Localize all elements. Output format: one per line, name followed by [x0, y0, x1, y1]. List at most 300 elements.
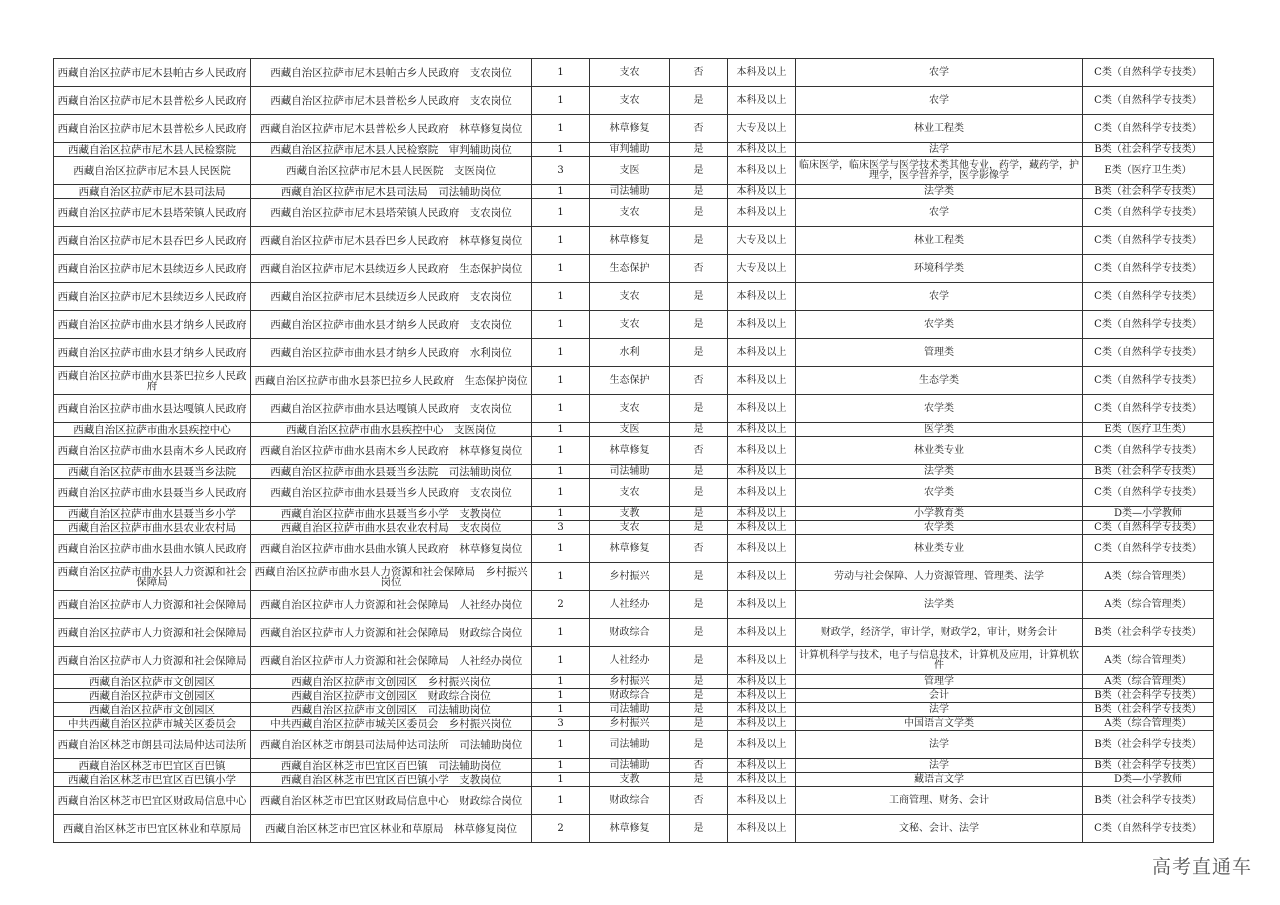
- position-name-text: 西藏自治区林芝市巴宜区百巴镇小学 支教岗位: [280, 773, 502, 786]
- position-type-cell: [590, 311, 670, 339]
- education-cell: [728, 437, 796, 465]
- category-text: A类（综合管理类）: [1104, 570, 1192, 582]
- unit-name-text: 西藏自治区拉萨市尼木县人民医院: [73, 164, 231, 177]
- restriction-cell: [670, 395, 728, 423]
- position-type-cell: [590, 563, 670, 591]
- education-cell: [728, 87, 796, 115]
- table-row: [54, 787, 1214, 815]
- position-name-text: 西藏自治区拉萨市尼木县人民检察院 审判辅助岗位: [270, 143, 512, 156]
- position-name-cell: [251, 507, 532, 521]
- restriction-text: 是: [693, 507, 704, 519]
- position-name-cell: [251, 563, 532, 591]
- major-cell: [796, 59, 1083, 87]
- position-name-text: 西藏自治区拉萨市尼木县人民医院 支医岗位: [286, 164, 496, 177]
- headcount-cell: [532, 479, 590, 507]
- major-text: 小学教育类: [914, 507, 964, 519]
- position-type-cell: [590, 521, 670, 535]
- unit-name-cell: [54, 717, 251, 731]
- position-name-cell: [251, 59, 532, 87]
- major-text: 法学类: [924, 185, 954, 197]
- recruitment-table: [53, 58, 1214, 843]
- major-cell: [796, 535, 1083, 563]
- major-cell: [796, 647, 1083, 675]
- headcount-cell: [532, 773, 590, 787]
- education-text: 本科及以上: [736, 542, 787, 554]
- table-row: [54, 143, 1214, 157]
- unit-name-cell: [54, 619, 251, 647]
- position-type-text: 支农: [619, 402, 640, 414]
- position-name-cell: [251, 367, 532, 395]
- major-cell: [796, 437, 1083, 465]
- major-text: 劳动与社会保障、人力资源管理、管理类、法学: [834, 570, 1044, 582]
- position-type-cell: [590, 465, 670, 479]
- headcount-cell: [532, 535, 590, 563]
- major-text: 计算机科学与技术，电子与信息技术，计算机及应用，计算机软件: [799, 649, 1079, 671]
- position-name-text: 西藏自治区林芝市朗县司法局仲达司法所 司法辅助岗位: [259, 738, 523, 751]
- restriction-cell: [670, 115, 728, 143]
- table-row: [54, 815, 1214, 843]
- headcount-cell: [532, 423, 590, 437]
- headcount-text: 1: [557, 486, 564, 498]
- unit-name-cell: [54, 423, 251, 437]
- category-cell: [1083, 185, 1214, 199]
- position-type-text: 乡村振兴: [609, 570, 650, 582]
- education-cell: [728, 731, 796, 759]
- position-type-cell: [590, 619, 670, 647]
- category-text: C类（自然科学专技类）: [1094, 444, 1202, 456]
- position-type-text: 人社经办: [609, 598, 650, 610]
- education-text: 本科及以上: [736, 794, 787, 806]
- education-cell: [728, 759, 796, 773]
- position-type-cell: [590, 255, 670, 283]
- position-type-text: 财政综合: [609, 794, 650, 806]
- position-type-text: 生态保护: [609, 262, 650, 274]
- major-cell: [796, 423, 1083, 437]
- major-text: 环境科学类: [914, 262, 964, 274]
- headcount-cell: [532, 115, 590, 143]
- table-row: [54, 591, 1214, 619]
- restriction-text: 是: [693, 402, 704, 414]
- table-row: [54, 87, 1214, 115]
- restriction-text: 是: [693, 598, 704, 610]
- unit-name-text: 西藏自治区林芝市朗县司法局仲达司法所: [57, 738, 247, 751]
- headcount-cell: [532, 59, 590, 87]
- education-text: 本科及以上: [736, 66, 787, 78]
- education-cell: [728, 535, 796, 563]
- unit-name-text: 西藏自治区拉萨市尼木县人民检察院: [68, 143, 236, 156]
- education-cell: [728, 479, 796, 507]
- major-text: 林业工程类: [914, 234, 964, 246]
- headcount-text: 1: [557, 290, 564, 302]
- position-type-cell: [590, 437, 670, 465]
- restriction-cell: [670, 563, 728, 591]
- major-text: 法学: [929, 759, 949, 771]
- position-type-text: 支农: [619, 521, 640, 533]
- restriction-cell: [670, 717, 728, 731]
- education-text: 本科及以上: [736, 570, 787, 582]
- position-name-text: 西藏自治区拉萨市曲水县曲水镇人民政府 林草修复岗位: [259, 542, 523, 555]
- category-text: B类（社会科学专技类）: [1094, 143, 1202, 155]
- unit-name-text: 西藏自治区拉萨市曲水县才纳乡人民政府: [57, 346, 247, 359]
- headcount-cell: [532, 311, 590, 339]
- position-type-text: 支农: [619, 66, 640, 78]
- headcount-cell: [532, 367, 590, 395]
- position-type-text: 支教: [619, 507, 640, 519]
- position-type-text: 水利: [619, 346, 640, 358]
- education-text: 本科及以上: [736, 423, 787, 435]
- education-cell: [728, 773, 796, 787]
- education-cell: [728, 59, 796, 87]
- position-name-cell: [251, 479, 532, 507]
- education-text: 本科及以上: [736, 598, 787, 610]
- position-type-text: 司法辅助: [609, 703, 650, 715]
- table-row: [54, 619, 1214, 647]
- major-text: 管理类: [924, 346, 954, 358]
- restriction-text: 是: [693, 423, 704, 435]
- restriction-text: 是: [693, 290, 704, 302]
- major-text: 财政学，经济学，审计学，财政学2，审计，财务会计: [820, 626, 1058, 638]
- unit-name-cell: [54, 311, 251, 339]
- headcount-cell: [532, 675, 590, 689]
- education-text: 大专及以上: [736, 122, 787, 134]
- table-row: [54, 311, 1214, 339]
- education-text: 本科及以上: [736, 402, 787, 414]
- unit-name-cell: [54, 227, 251, 255]
- category-text: C类（自然科学专技类）: [1094, 94, 1202, 106]
- education-cell: [728, 255, 796, 283]
- restriction-text: 是: [693, 717, 704, 729]
- major-text: 农学: [929, 66, 949, 78]
- major-text: 林业类专业: [914, 542, 964, 554]
- restriction-cell: [670, 199, 728, 227]
- restriction-cell: [670, 367, 728, 395]
- position-name-text: 西藏自治区拉萨市曲水县疾控中心 支医岗位: [286, 423, 496, 436]
- category-cell: [1083, 521, 1214, 535]
- unit-name-cell: [54, 143, 251, 157]
- headcount-text: 1: [557, 444, 564, 456]
- position-name-cell: [251, 395, 532, 423]
- restriction-text: 是: [693, 234, 704, 246]
- unit-name-text: 西藏自治区拉萨市尼木县普松乡人民政府: [57, 122, 247, 135]
- position-name-text: 西藏自治区拉萨市尼木县普松乡人民政府 林草修复岗位: [259, 122, 523, 135]
- position-name-cell: [251, 311, 532, 339]
- position-type-cell: [590, 647, 670, 675]
- category-text: B类（社会科学专技类）: [1094, 689, 1202, 701]
- restriction-cell: [670, 689, 728, 703]
- category-cell: [1083, 367, 1214, 395]
- restriction-text: 是: [693, 346, 704, 358]
- headcount-cell: [532, 703, 590, 717]
- category-cell: [1083, 227, 1214, 255]
- position-name-text: 西藏自治区拉萨市尼木县司法局 司法辅助岗位: [280, 185, 502, 198]
- table-row: [54, 773, 1214, 787]
- unit-name-cell: [54, 255, 251, 283]
- major-text: 法学: [929, 703, 949, 715]
- major-cell: [796, 619, 1083, 647]
- education-text: 本科及以上: [736, 759, 787, 771]
- position-type-text: 支教: [619, 773, 640, 785]
- education-cell: [728, 423, 796, 437]
- category-text: C类（自然科学专技类）: [1094, 206, 1202, 218]
- restriction-cell: [670, 535, 728, 563]
- headcount-cell: [532, 283, 590, 311]
- headcount-cell: [532, 87, 590, 115]
- unit-name-text: 西藏自治区拉萨市文创园区: [89, 689, 215, 702]
- position-type-cell: [590, 717, 670, 731]
- category-cell: [1083, 283, 1214, 311]
- education-text: 大专及以上: [736, 234, 787, 246]
- unit-name-text: 西藏自治区拉萨市曲水县达嘎镇人民政府: [57, 402, 247, 415]
- restriction-cell: [670, 619, 728, 647]
- headcount-text: 1: [557, 465, 564, 477]
- table-row: [54, 283, 1214, 311]
- position-type-text: 支农: [619, 486, 640, 498]
- category-cell: [1083, 199, 1214, 227]
- category-cell: [1083, 563, 1214, 591]
- position-type-text: 司法辅助: [609, 738, 650, 750]
- category-text: B类（社会科学专技类）: [1094, 185, 1202, 197]
- restriction-cell: [670, 227, 728, 255]
- category-text: C类（自然科学专技类）: [1094, 822, 1202, 834]
- education-text: 本科及以上: [736, 738, 787, 750]
- position-type-text: 支农: [619, 290, 640, 302]
- major-cell: [796, 143, 1083, 157]
- headcount-text: 1: [557, 738, 564, 750]
- unit-name-text: 西藏自治区拉萨市人力资源和社会保障局: [57, 626, 247, 639]
- education-cell: [728, 591, 796, 619]
- unit-name-text: 西藏自治区拉萨市曲水县疾控中心: [73, 423, 231, 436]
- major-text: 工商管理、财务、会计: [889, 794, 989, 806]
- headcount-text: 1: [557, 626, 564, 638]
- headcount-text: 2: [557, 822, 564, 834]
- unit-name-text: 西藏自治区拉萨市曲水县农业农村局: [68, 521, 236, 534]
- category-text: B类（社会科学专技类）: [1094, 759, 1202, 771]
- education-text: 本科及以上: [736, 185, 787, 197]
- restriction-cell: [670, 647, 728, 675]
- unit-name-cell: [54, 115, 251, 143]
- headcount-text: 1: [557, 66, 564, 78]
- education-text: 本科及以上: [736, 94, 787, 106]
- headcount-text: 3: [557, 521, 564, 533]
- position-name-text: 西藏自治区拉萨市曲水县才纳乡人民政府 支农岗位: [270, 318, 512, 331]
- position-name-text: 西藏自治区拉萨市文创园区 财政综合岗位: [291, 689, 491, 702]
- unit-name-cell: [54, 185, 251, 199]
- position-type-cell: [590, 115, 670, 143]
- category-text: E类（医疗卫生类）: [1104, 164, 1192, 176]
- position-name-text: 西藏自治区拉萨市曲水县农业农村局 支农岗位: [280, 521, 502, 534]
- category-text: B类（社会科学专技类）: [1094, 794, 1202, 806]
- restriction-cell: [670, 759, 728, 773]
- unit-name-text: 西藏自治区拉萨市尼木县吞巴乡人民政府: [57, 234, 247, 247]
- education-cell: [728, 143, 796, 157]
- table-row: [54, 115, 1214, 143]
- position-type-cell: [590, 185, 670, 199]
- restriction-text: 是: [693, 318, 704, 330]
- position-name-cell: [251, 675, 532, 689]
- category-cell: [1083, 619, 1214, 647]
- restriction-cell: [670, 479, 728, 507]
- headcount-cell: [532, 647, 590, 675]
- major-cell: [796, 703, 1083, 717]
- headcount-text: 2: [557, 598, 564, 610]
- major-cell: [796, 731, 1083, 759]
- position-name-text: 西藏自治区林芝市巴宜区林业和草原局 林草修复岗位: [265, 822, 517, 835]
- restriction-text: 是: [693, 185, 704, 197]
- education-text: 本科及以上: [736, 318, 787, 330]
- major-cell: [796, 227, 1083, 255]
- category-text: B类（社会科学专技类）: [1094, 626, 1202, 638]
- education-text: 本科及以上: [736, 507, 787, 519]
- education-cell: [728, 619, 796, 647]
- restriction-cell: [670, 283, 728, 311]
- headcount-text: 1: [557, 759, 564, 771]
- category-cell: [1083, 87, 1214, 115]
- headcount-text: 1: [557, 794, 564, 806]
- restriction-text: 是: [693, 465, 704, 477]
- restriction-text: 是: [693, 675, 704, 687]
- headcount-cell: [532, 437, 590, 465]
- education-cell: [728, 815, 796, 843]
- unit-name-cell: [54, 563, 251, 591]
- education-text: 本科及以上: [736, 689, 787, 701]
- unit-name-cell: [54, 59, 251, 87]
- restriction-cell: [670, 591, 728, 619]
- position-name-text: 中共西藏自治区拉萨市城关区委员会 乡村振兴岗位: [270, 717, 512, 730]
- unit-name-text: 西藏自治区拉萨市曲水县聂当乡法院: [68, 465, 236, 478]
- unit-name-text: 西藏自治区拉萨市尼木县普松乡人民政府: [57, 94, 247, 107]
- headcount-text: 1: [557, 346, 564, 358]
- position-type-text: 支农: [619, 94, 640, 106]
- category-cell: [1083, 423, 1214, 437]
- education-cell: [728, 717, 796, 731]
- unit-name-text: 西藏自治区拉萨市尼木县续迈乡人民政府: [57, 290, 247, 303]
- unit-name-text: 西藏自治区拉萨市曲水县聂当乡小学: [68, 507, 236, 520]
- major-text: 农学类: [924, 486, 954, 498]
- unit-name-cell: [54, 479, 251, 507]
- headcount-text: 1: [557, 143, 564, 155]
- headcount-cell: [532, 157, 590, 185]
- education-text: 本科及以上: [736, 626, 787, 638]
- category-text: C类（自然科学专技类）: [1094, 521, 1202, 533]
- category-cell: [1083, 787, 1214, 815]
- headcount-cell: [532, 143, 590, 157]
- category-cell: [1083, 507, 1214, 521]
- table-row: [54, 521, 1214, 535]
- position-name-cell: [251, 815, 532, 843]
- position-name-cell: [251, 283, 532, 311]
- major-cell: [796, 339, 1083, 367]
- education-text: 本科及以上: [736, 486, 787, 498]
- education-text: 本科及以上: [736, 374, 787, 386]
- position-type-text: 林草修复: [609, 542, 650, 554]
- position-name-cell: [251, 521, 532, 535]
- unit-name-cell: [54, 157, 251, 185]
- headcount-text: 1: [557, 374, 564, 386]
- position-type-text: 林草修复: [609, 122, 650, 134]
- headcount-cell: [532, 199, 590, 227]
- position-type-cell: [590, 675, 670, 689]
- restriction-text: 是: [693, 689, 704, 701]
- major-cell: [796, 255, 1083, 283]
- major-cell: [796, 717, 1083, 731]
- unit-name-cell: [54, 703, 251, 717]
- category-text: A类（综合管理类）: [1104, 717, 1192, 729]
- education-cell: [728, 339, 796, 367]
- major-text: 林业类专业: [914, 444, 964, 456]
- unit-name-cell: [54, 465, 251, 479]
- restriction-cell: [670, 437, 728, 465]
- restriction-cell: [670, 731, 728, 759]
- position-name-text: 西藏自治区拉萨市尼木县塔荣镇人民政府 支农岗位: [270, 206, 512, 219]
- position-type-cell: [590, 703, 670, 717]
- category-cell: [1083, 437, 1214, 465]
- unit-name-cell: [54, 87, 251, 115]
- table-row: [54, 59, 1214, 87]
- position-name-cell: [251, 703, 532, 717]
- headcount-text: 1: [557, 773, 564, 785]
- headcount-text: 1: [557, 185, 564, 197]
- category-cell: [1083, 731, 1214, 759]
- unit-name-text: 西藏自治区拉萨市尼木县塔荣镇人民政府: [57, 206, 247, 219]
- headcount-text: 1: [557, 94, 564, 106]
- unit-name-cell: [54, 591, 251, 619]
- major-cell: [796, 675, 1083, 689]
- education-cell: [728, 115, 796, 143]
- position-type-cell: [590, 535, 670, 563]
- position-type-text: 支医: [619, 423, 640, 435]
- headcount-text: 1: [557, 689, 564, 701]
- position-name-cell: [251, 227, 532, 255]
- headcount-cell: [532, 227, 590, 255]
- category-text: A类（综合管理类）: [1104, 598, 1192, 610]
- table-row: [54, 507, 1214, 521]
- restriction-text: 否: [693, 542, 704, 554]
- position-type-text: 司法辅助: [609, 759, 650, 771]
- major-cell: [796, 591, 1083, 619]
- position-type-cell: [590, 227, 670, 255]
- major-text: 管理学: [924, 675, 954, 687]
- major-cell: [796, 87, 1083, 115]
- table-row: [54, 157, 1214, 185]
- category-text: D类—小学教师: [1113, 773, 1183, 785]
- restriction-text: 是: [693, 626, 704, 638]
- headcount-cell: [532, 395, 590, 423]
- restriction-text: 是: [693, 703, 704, 715]
- restriction-text: 否: [693, 444, 704, 456]
- major-cell: [796, 773, 1083, 787]
- table-row: [54, 535, 1214, 563]
- education-text: 本科及以上: [736, 465, 787, 477]
- unit-name-cell: [54, 507, 251, 521]
- major-cell: [796, 185, 1083, 199]
- position-type-cell: [590, 87, 670, 115]
- unit-name-cell: [54, 367, 251, 395]
- headcount-cell: [532, 563, 590, 591]
- headcount-cell: [532, 787, 590, 815]
- position-type-text: 林草修复: [609, 444, 650, 456]
- major-cell: [796, 311, 1083, 339]
- category-cell: [1083, 465, 1214, 479]
- position-name-text: 西藏自治区拉萨市文创园区 司法辅助岗位: [291, 703, 491, 716]
- major-cell: [796, 521, 1083, 535]
- table-body: [54, 59, 1214, 843]
- position-type-cell: [590, 507, 670, 521]
- category-text: C类（自然科学专技类）: [1094, 374, 1202, 386]
- major-text: 林业工程类: [914, 122, 964, 134]
- position-type-cell: [590, 591, 670, 619]
- unit-name-text: 西藏自治区拉萨市曲水县茶巴拉乡人民政府: [57, 369, 247, 392]
- position-name-text: 西藏自治区拉萨市人力资源和社会保障局 人社经办岗位: [259, 654, 523, 667]
